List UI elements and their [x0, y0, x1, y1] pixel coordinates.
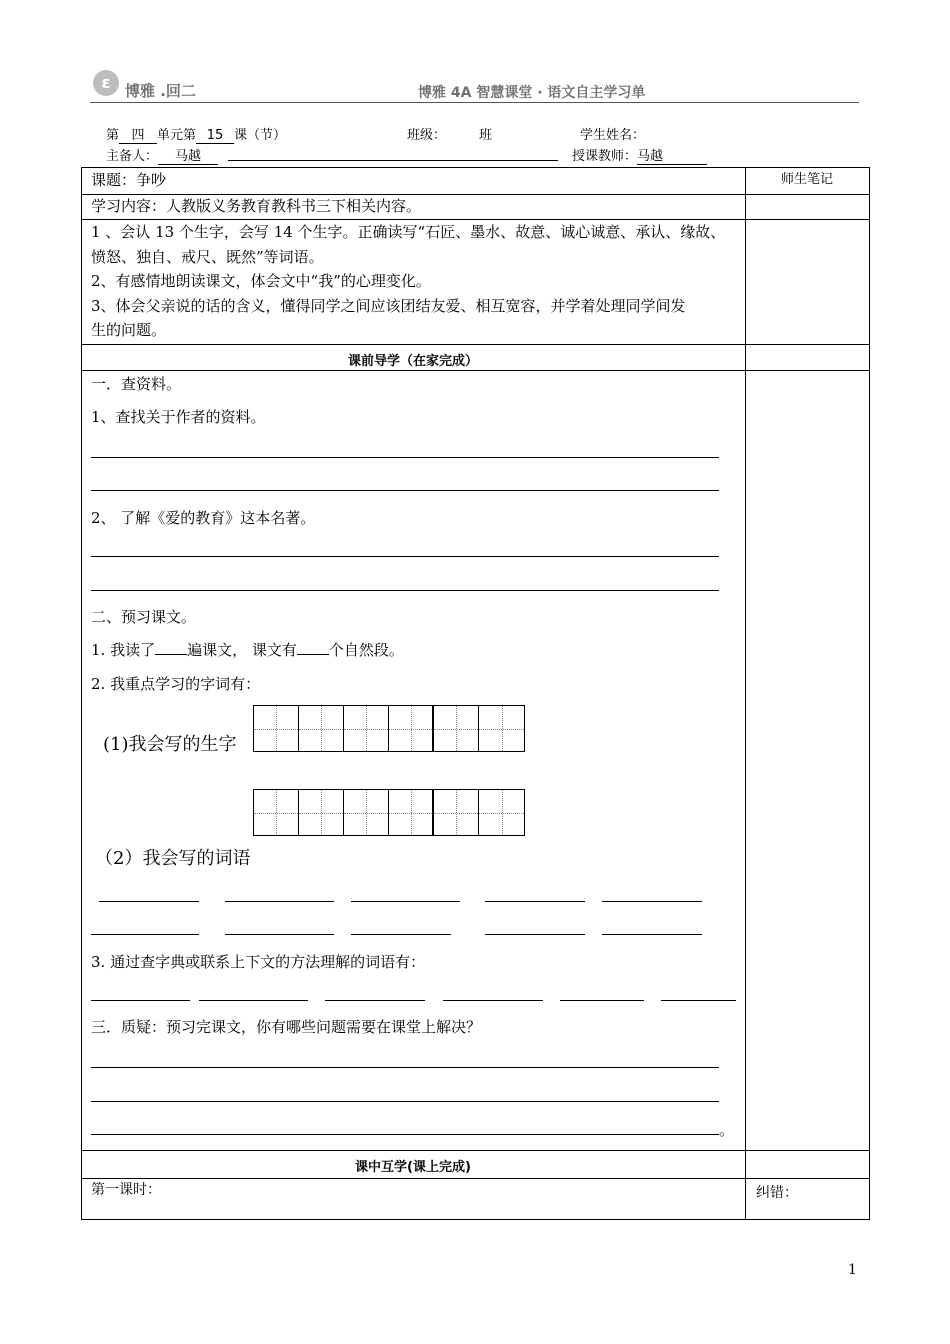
correction-label: 纠错： — [756, 1185, 798, 1201]
word-blank[interactable] — [661, 1000, 736, 1001]
document-title: 博雅 4A 智慧课堂 · 语文自主学习单 — [418, 85, 646, 101]
unit-lesson-line — [106, 124, 286, 144]
answer-line[interactable] — [91, 490, 719, 491]
reading-text: 1. 我读了 — [91, 641, 156, 659]
write-chars-label: (1)我会写的生字 — [103, 734, 237, 755]
char-box[interactable] — [299, 706, 344, 751]
unit-prefix: 第 — [106, 128, 120, 143]
preparer-label: 主备人： — [106, 149, 159, 164]
row-divider — [81, 344, 870, 345]
character-grid-row-2[interactable] — [253, 789, 525, 836]
word-blank[interactable] — [325, 1000, 425, 1001]
dictionary-words-label: 3. 通过查字典或联系上下文的方法理解的词语有： — [91, 953, 426, 971]
table-border-left — [81, 167, 82, 1219]
paragraph-count-blank[interactable] — [297, 640, 329, 655]
section-questions: 三．质疑：预习完课文，你有哪些问题需要在课堂上解决？ — [91, 1018, 482, 1036]
brand-logo-icon: ε — [93, 70, 119, 96]
answer-line[interactable] — [91, 1067, 719, 1068]
question-book: 2、 了解《爱的教育》这本名著。 — [91, 509, 316, 527]
ending-period: 。 — [719, 1121, 735, 1139]
class-label: 班级： — [407, 128, 447, 143]
question-author: 1、查找关于作者的资料。 — [91, 408, 266, 426]
row-divider — [81, 1150, 870, 1151]
objective-line: 愤怒、独自、戒尺、既然”等词语。 — [91, 247, 324, 266]
preparer-value: 马越 — [158, 149, 218, 165]
char-box[interactable] — [389, 706, 434, 751]
row-divider — [81, 1178, 870, 1179]
char-box[interactable] — [254, 706, 299, 751]
answer-line[interactable] — [91, 1101, 719, 1102]
char-box[interactable] — [389, 790, 434, 835]
header-rule — [90, 102, 859, 103]
word-blank[interactable] — [91, 1000, 190, 1001]
lesson-value: 15 — [196, 128, 234, 144]
word-blank[interactable] — [602, 934, 702, 935]
teacher-value: 马越 — [637, 149, 707, 165]
word-blank[interactable] — [351, 934, 451, 935]
brand-name: 博雅 .回二 — [125, 82, 196, 100]
write-words-label: （2）我会写的词语 — [95, 848, 251, 869]
notes-column-divider — [745, 167, 746, 1219]
char-box[interactable] — [344, 706, 389, 751]
class-suffix: 班 — [479, 128, 493, 143]
reading-text: 遍课文， 课文有 — [187, 641, 297, 659]
teacher-line — [572, 145, 707, 165]
key-words-label: 2. 我重点学习的字词有： — [91, 675, 261, 693]
char-box[interactable] — [299, 790, 344, 835]
preparer-line — [106, 145, 218, 165]
student-name-label: 学生姓名： — [580, 128, 646, 143]
answer-line[interactable] — [91, 457, 719, 458]
notes-column-header: 师生笔记 — [780, 172, 833, 187]
char-box[interactable] — [344, 790, 389, 835]
table-border-bottom — [81, 1219, 870, 1220]
word-blank[interactable] — [485, 901, 585, 902]
word-blank[interactable] — [225, 901, 334, 902]
reading-text: 个自然段。 — [328, 641, 404, 659]
reading-times-blank[interactable] — [155, 640, 187, 655]
unit-value: 四 — [119, 128, 157, 144]
objective-line: 1 、会认 13 个生字，会写 14 个生字。正确读写“石匠、墨水、故意、诚心诚意、承认、缘故、 — [91, 223, 726, 241]
word-blank[interactable] — [225, 934, 334, 935]
unit-label: 单元第 — [157, 128, 197, 143]
lesson-topic: 课题：争吵 — [91, 171, 167, 189]
objective-line: 2、有感情地朗读课文，体会文中“我”的心理变化。 — [91, 272, 431, 290]
word-blank[interactable] — [91, 934, 199, 935]
preparer-underline-extension — [228, 160, 558, 161]
answer-line[interactable] — [91, 1134, 719, 1135]
reading-count-line — [91, 638, 404, 663]
objective-line: 生的问题。 — [91, 321, 167, 339]
answer-line[interactable] — [91, 590, 719, 591]
first-period-label: 第一课时： — [91, 1182, 161, 1198]
word-blank[interactable] — [560, 1000, 644, 1001]
word-blank[interactable] — [99, 901, 199, 902]
section-preview: 二、预习课文。 — [91, 608, 197, 626]
char-box[interactable] — [434, 706, 479, 751]
objective-line: 3、体会父亲说的话的含义，懂得同学之间应该团结友爱、相互宽容，并学着处理同学间发 — [91, 296, 686, 315]
lesson-label: 课（节） — [234, 128, 287, 143]
character-grid-row-1[interactable] — [253, 705, 525, 752]
section-research: 一．查资料。 — [91, 375, 182, 393]
learning-content: 学习内容：人教版义务教育教科书三下相关内容。 — [91, 197, 422, 215]
learning-objectives — [91, 220, 741, 343]
char-box[interactable] — [434, 790, 479, 835]
answer-line[interactable] — [91, 556, 719, 557]
in-class-header: 课中互学(课上完成) — [355, 1160, 471, 1175]
page-number: 1 — [848, 1262, 857, 1278]
table-border-right — [869, 167, 870, 1219]
char-box[interactable] — [479, 706, 524, 751]
word-blank[interactable] — [351, 901, 460, 902]
char-box[interactable] — [254, 790, 299, 835]
word-blank[interactable] — [199, 1000, 308, 1001]
word-blank[interactable] — [443, 1000, 543, 1001]
row-divider — [81, 370, 870, 371]
teacher-label: 授课教师： — [572, 149, 638, 164]
pre-study-header: 课前导学（在家完成） — [347, 354, 478, 369]
word-blank[interactable] — [485, 934, 585, 935]
char-box[interactable] — [479, 790, 524, 835]
word-blank[interactable] — [602, 901, 702, 902]
